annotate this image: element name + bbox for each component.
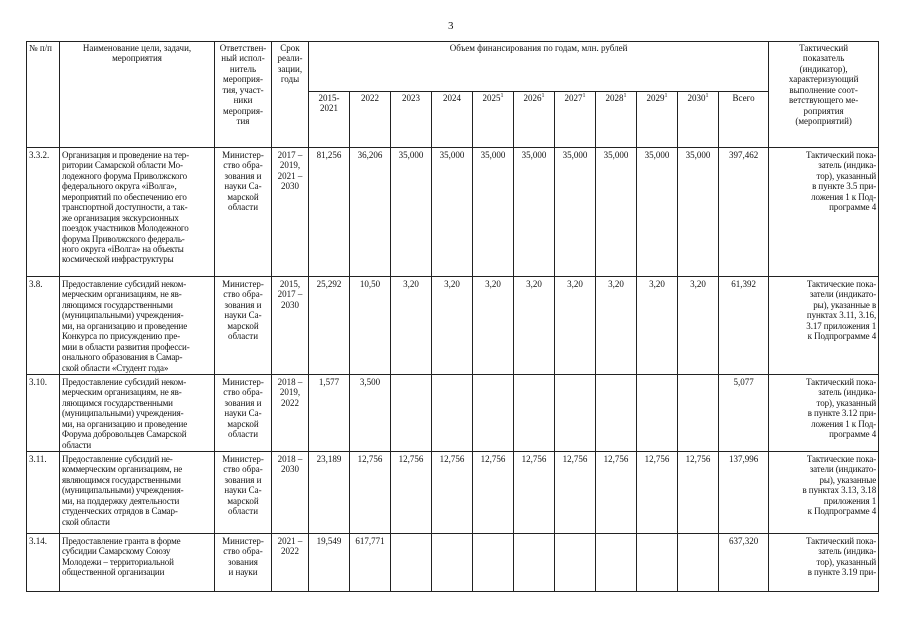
header-term: Срок реали- зации, годы bbox=[272, 42, 309, 148]
row-value: 3,20 bbox=[637, 277, 678, 375]
row-value: 5,077 bbox=[719, 374, 769, 451]
row-value bbox=[678, 374, 719, 451]
header-year bbox=[309, 92, 350, 148]
row-name: Предоставление субсидий неком- мерческим организациям, не яв- ляющимся государственными (муниципальными) учреждения- ми, на организацию и проведение Конкурса по присуждению пре- мии в области развития професси- онального образования в Самар- ской области «Студент года» bbox=[60, 277, 215, 375]
row-value: 3,20 bbox=[596, 277, 637, 375]
row-value: 12,756 bbox=[350, 452, 391, 534]
row-value bbox=[432, 534, 473, 592]
row-responsible: Министер- ство обра- зования и науки bbox=[215, 534, 272, 592]
row-indicator: Тактический пока- затель (индика- тор), указанный в пункте 3.5 при- ложения 1 к Под- программе 4 bbox=[769, 148, 879, 277]
header-year bbox=[596, 92, 637, 148]
row-value bbox=[596, 374, 637, 451]
row-value: 12,756 bbox=[473, 452, 514, 534]
header-year bbox=[514, 92, 555, 148]
row-value: 35,000 bbox=[514, 148, 555, 277]
row-value bbox=[678, 534, 719, 592]
row-value: 12,756 bbox=[555, 452, 596, 534]
footnote-marker: 1 bbox=[705, 93, 709, 99]
row-value bbox=[596, 534, 637, 592]
year-label: 2025 bbox=[482, 93, 501, 103]
header-year bbox=[391, 92, 432, 148]
header-year bbox=[432, 92, 473, 148]
header-funding: Объем финансирования по годам, млн. рублей bbox=[309, 42, 769, 92]
row-value: 35,000 bbox=[391, 148, 432, 277]
row-value: 3,20 bbox=[678, 277, 719, 375]
header-name: Наименование цели, задачи, мероприятия bbox=[60, 42, 215, 148]
row-responsible: Министер- ство обра- зования и науки Са- марской области bbox=[215, 374, 272, 451]
row-value: 397,462 bbox=[719, 148, 769, 277]
row-value: 35,000 bbox=[555, 148, 596, 277]
row-value: 12,756 bbox=[514, 452, 555, 534]
row-value: 10,50 bbox=[350, 277, 391, 375]
row-value: 19,549 bbox=[309, 534, 350, 592]
table-row bbox=[27, 374, 879, 451]
row-value: 35,000 bbox=[432, 148, 473, 277]
row-value: 3,20 bbox=[555, 277, 596, 375]
row-value: 617,771 bbox=[350, 534, 391, 592]
row-name: Предоставление субсидий не- коммерческим организациям, не являющимся государственными (муниципальными) учреждения- ми, на поддержку деятельности студенческих отрядов в Самар- ской области bbox=[60, 452, 215, 534]
year-label: 2023 bbox=[402, 93, 420, 103]
row-value: 3,500 bbox=[350, 374, 391, 451]
footnote-marker: 1 bbox=[541, 93, 545, 99]
row-value: 25,292 bbox=[309, 277, 350, 375]
row-name: Организация и проведение на тер- ритории Самарской области Мо- лодежного форума Приволжского федерального округа «iВолга», мероприятий по обеспечению его транспортной доступности, а так- же организация экскурсионных поездок участников Молодежного форума Приволжского федераль- ного округа «iВолга» на объекты космической инфраструктуры bbox=[60, 148, 215, 277]
footnote-marker: 1 bbox=[664, 93, 668, 99]
row-value: 3,20 bbox=[514, 277, 555, 375]
row-number: 3.14. bbox=[27, 534, 60, 592]
row-value bbox=[637, 534, 678, 592]
row-value: 35,000 bbox=[678, 148, 719, 277]
row-value: 61,392 bbox=[719, 277, 769, 375]
row-term: 2021 – 2022 bbox=[272, 534, 309, 592]
row-value bbox=[391, 374, 432, 451]
row-value: 137,996 bbox=[719, 452, 769, 534]
row-value: 12,756 bbox=[596, 452, 637, 534]
row-value bbox=[555, 374, 596, 451]
year-label: 2028 bbox=[605, 93, 624, 103]
table-row bbox=[27, 277, 879, 375]
row-number: 3.10. bbox=[27, 374, 60, 451]
row-value: 12,756 bbox=[678, 452, 719, 534]
row-value: 3,20 bbox=[432, 277, 473, 375]
row-value: 637,320 bbox=[719, 534, 769, 592]
row-name: Предоставление субсидий неком- мерческим организациям, не яв- ляющимся государственными (муниципальными) учреждения- ми, на организацию и проведение Форума добровольцев Самарской области bbox=[60, 374, 215, 451]
row-name: Предоставление гранта в форме субсидии Самарскому Союзу Молодежи – территориальной общественной организации bbox=[60, 534, 215, 592]
row-value: 12,756 bbox=[637, 452, 678, 534]
year-label: 2015- 2021 bbox=[318, 93, 340, 114]
row-value: 3,20 bbox=[473, 277, 514, 375]
row-indicator: Тактические пока- затели (индикато- ры), указанные в пунктах 3.11, 3.16, 3.17 приложения 1 к Подпрограмме 4 bbox=[769, 277, 879, 375]
header-year bbox=[473, 92, 514, 148]
header-year bbox=[350, 92, 391, 148]
year-label: 2027 bbox=[564, 93, 583, 103]
table-row bbox=[27, 452, 879, 534]
header-year bbox=[678, 92, 719, 148]
year-label: 2024 bbox=[443, 93, 461, 103]
row-value: 1,577 bbox=[309, 374, 350, 451]
table-row bbox=[27, 534, 879, 592]
row-term: 2018 – 2030 bbox=[272, 452, 309, 534]
year-label: 2029 bbox=[646, 93, 665, 103]
row-indicator: Тактический пока- затель (индика- тор), указанный в пункте 3.12 при- ложения 1 к Под- программе 4 bbox=[769, 374, 879, 451]
header-year bbox=[555, 92, 596, 148]
row-value bbox=[473, 374, 514, 451]
row-value: 81,256 bbox=[309, 148, 350, 277]
table-row bbox=[27, 148, 879, 277]
year-label: Всего bbox=[732, 93, 755, 103]
footnote-marker: 1 bbox=[623, 93, 627, 99]
row-value: 35,000 bbox=[473, 148, 514, 277]
row-value bbox=[637, 374, 678, 451]
year-label: 2026 bbox=[523, 93, 542, 103]
row-responsible: Министер- ство обра- зования и науки Са- марской области bbox=[215, 148, 272, 277]
row-value: 23,189 bbox=[309, 452, 350, 534]
row-value bbox=[473, 534, 514, 592]
header-indicator: Тактический показатель (индикатор), характеризующий выполнение соот- ветствующего ме- роприятия (мероприятий) bbox=[769, 42, 879, 148]
row-value: 36,206 bbox=[350, 148, 391, 277]
year-label: 2022 bbox=[361, 93, 379, 103]
row-value bbox=[391, 534, 432, 592]
header-year bbox=[719, 92, 769, 148]
header-responsible: Ответствен- ный испол- нитель мероприя- тия, участ- ники мероприя- тия bbox=[215, 42, 272, 148]
row-value: 12,756 bbox=[391, 452, 432, 534]
year-label: 2030 bbox=[687, 93, 706, 103]
row-value bbox=[432, 374, 473, 451]
row-term: 2015, 2017 – 2030 bbox=[272, 277, 309, 375]
row-value: 3,20 bbox=[391, 277, 432, 375]
row-number: 3.8. bbox=[27, 277, 60, 375]
row-value: 35,000 bbox=[596, 148, 637, 277]
footnote-marker: 1 bbox=[500, 93, 504, 99]
page-number: 3 bbox=[448, 20, 454, 32]
row-indicator: Тактический пока- затель (индика- тор), указанный в пункте 3.19 при- bbox=[769, 534, 879, 592]
funding-table bbox=[26, 41, 879, 592]
header-year bbox=[637, 92, 678, 148]
row-term: 2017 – 2019, 2021 – 2030 bbox=[272, 148, 309, 277]
row-responsible: Министер- ство обра- зования и науки Са- марской области bbox=[215, 277, 272, 375]
row-term: 2018 – 2019, 2022 bbox=[272, 374, 309, 451]
row-value bbox=[555, 534, 596, 592]
row-value: 35,000 bbox=[637, 148, 678, 277]
row-indicator: Тактические пока- затели (индикато- ры), указанные в пунктах 3.13, 3.18 приложения 1 к Подпрограмме 4 bbox=[769, 452, 879, 534]
row-value bbox=[514, 374, 555, 451]
row-value bbox=[514, 534, 555, 592]
footnote-marker: 1 bbox=[582, 93, 586, 99]
row-number: 3.11. bbox=[27, 452, 60, 534]
header-no: № п/п bbox=[27, 42, 60, 148]
row-responsible: Министер- ство обра- зования и науки Са- марской области bbox=[215, 452, 272, 534]
row-number: 3.3.2. bbox=[27, 148, 60, 277]
row-value: 12,756 bbox=[432, 452, 473, 534]
